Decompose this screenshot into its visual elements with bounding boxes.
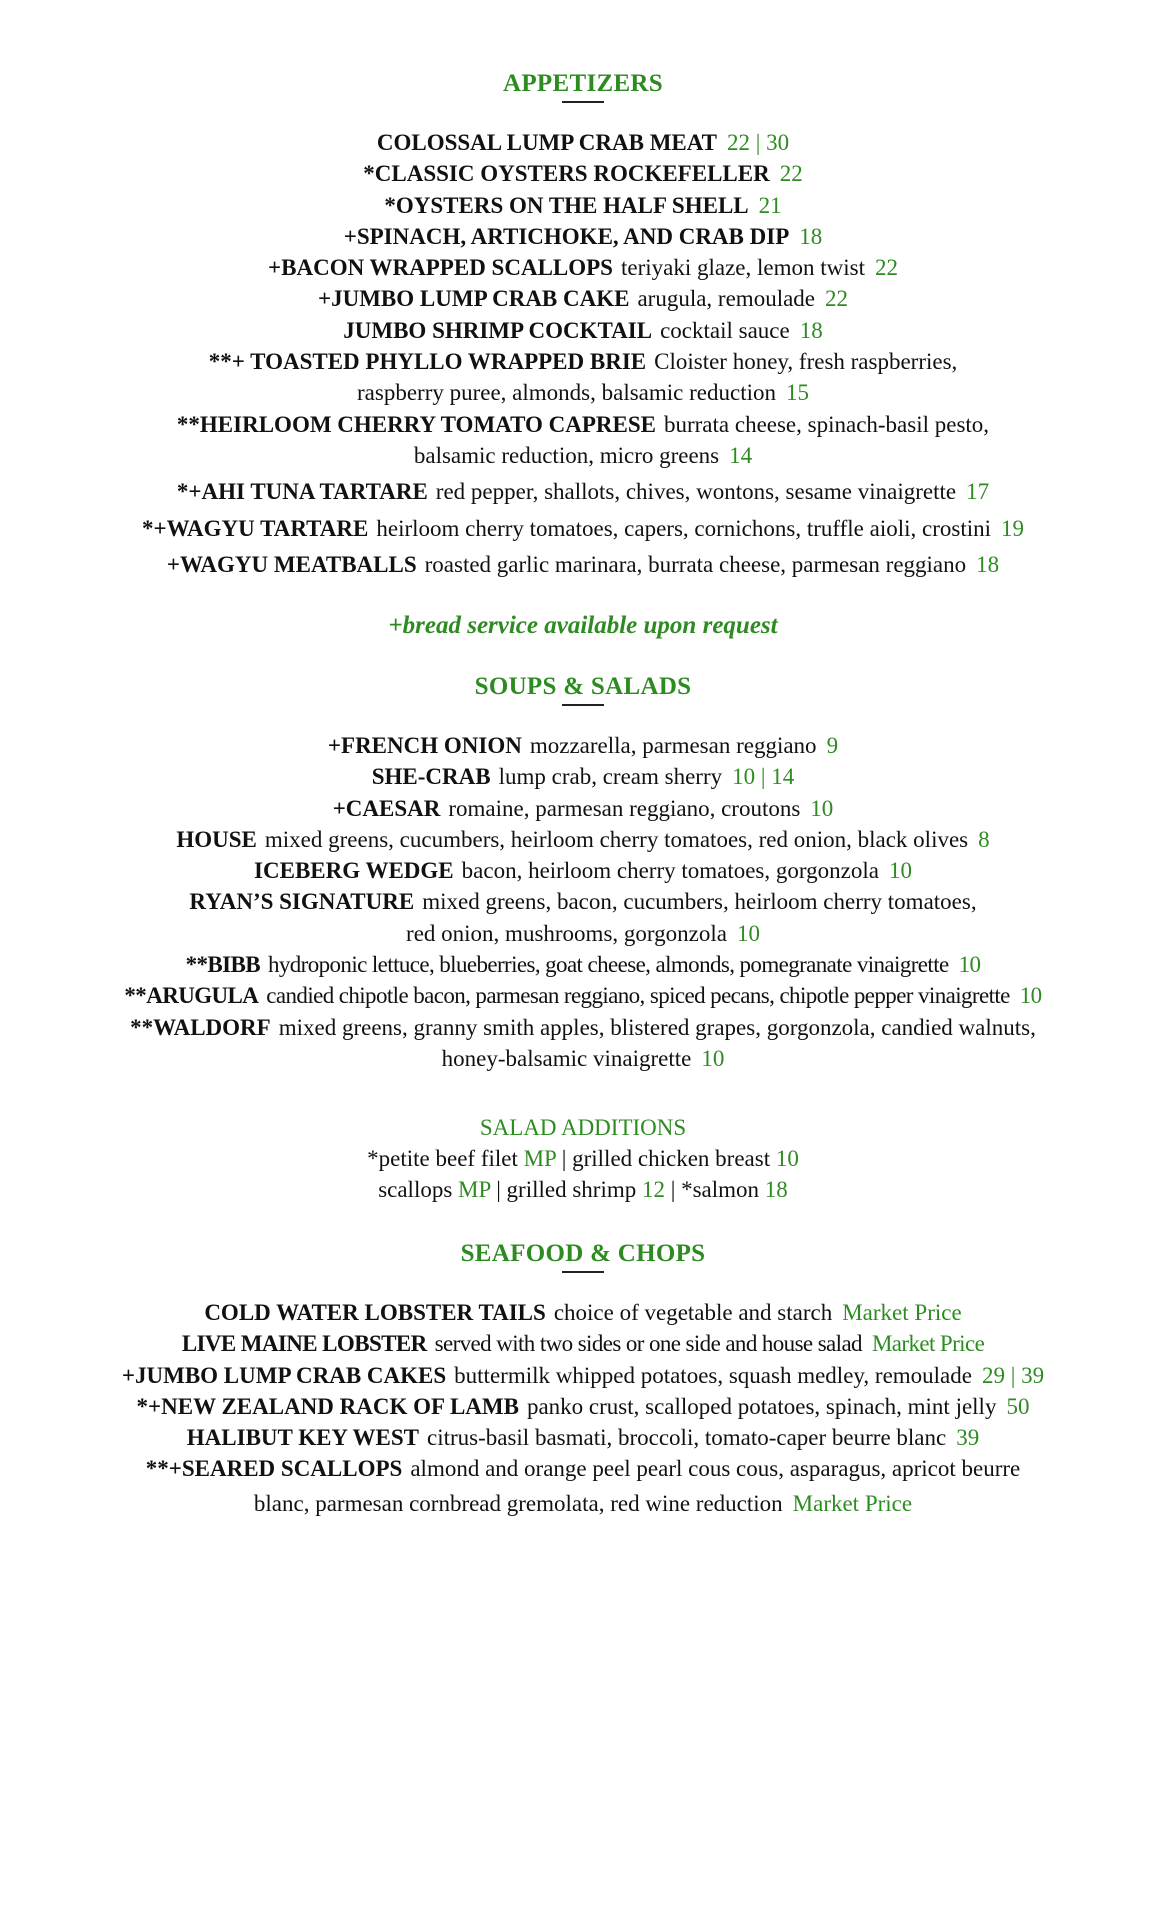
item-price: 21 bbox=[758, 192, 782, 218]
appetizers-heading: APPETIZERS bbox=[503, 70, 663, 97]
item-price: 10 bbox=[1019, 983, 1042, 1009]
menu-item-continued bbox=[0, 918, 1166, 949]
menu-item bbox=[0, 346, 1166, 377]
item-name: +SPINACH, ARTICHOKE, AND CRAB DIP bbox=[343, 223, 790, 249]
menu-item bbox=[0, 409, 1166, 440]
menu-item bbox=[0, 855, 1166, 886]
item-name: **WALDORF bbox=[130, 1014, 271, 1040]
item-description: arugula, remoulade bbox=[637, 286, 815, 312]
item-price: 8 bbox=[978, 826, 990, 852]
menu-item bbox=[0, 1422, 1166, 1453]
item-price: 29 | 39 bbox=[981, 1362, 1045, 1388]
item-description: blanc, parmesan cornbread gremolata, red wine reduction bbox=[253, 1490, 783, 1516]
item-name: **+SEARED SCALLOPS bbox=[145, 1456, 403, 1482]
menu-item bbox=[0, 513, 1166, 544]
item-price: Market Price bbox=[842, 1300, 962, 1325]
item-name: +JUMBO LUMP CRAB CAKES bbox=[121, 1362, 447, 1388]
item-name: **ARUGULA bbox=[124, 983, 259, 1009]
menu-item bbox=[0, 315, 1166, 346]
separator: | bbox=[496, 1177, 501, 1202]
addition-name: *petite beef filet bbox=[367, 1146, 518, 1171]
bread-service-note: +bread service available upon request bbox=[388, 612, 778, 639]
item-name: +CAESAR bbox=[332, 795, 441, 821]
heading-divider bbox=[562, 101, 604, 103]
item-description: raspberry puree, almonds, balsamic reduction bbox=[357, 380, 776, 406]
item-description: honey-balsamic vinaigrette bbox=[441, 1045, 692, 1071]
addition-name: grilled shrimp bbox=[506, 1177, 637, 1202]
heading-divider bbox=[562, 1271, 604, 1273]
addition-name: grilled chicken breast bbox=[572, 1146, 771, 1171]
item-name: COLD WATER LOBSTER TAILS bbox=[204, 1300, 546, 1325]
menu-item bbox=[0, 221, 1166, 252]
item-name: *+AHI TUNA TARTARE bbox=[176, 479, 428, 505]
menu-item bbox=[0, 1360, 1166, 1391]
menu-item bbox=[0, 549, 1166, 580]
addition-price: 10 bbox=[775, 1146, 799, 1171]
menu-item bbox=[0, 476, 1166, 507]
item-price: Market Price bbox=[792, 1490, 913, 1516]
item-price: 10 | 14 bbox=[732, 764, 795, 790]
item-description: mixed greens, cucumbers, heirloom cherry tomatoes, red onion, black olives bbox=[264, 826, 969, 852]
menu-item bbox=[0, 127, 1166, 158]
item-name: +BACON WRAPPED SCALLOPS bbox=[268, 255, 613, 281]
item-name: +FRENCH ONION bbox=[327, 733, 522, 758]
item-name: ICEBERG WEDGE bbox=[254, 858, 454, 884]
menu-item bbox=[0, 1453, 1166, 1484]
item-description: red onion, mushrooms, gorgonzola bbox=[406, 920, 727, 946]
menu-item bbox=[0, 730, 1166, 761]
item-name: +WAGYU MEATBALLS bbox=[166, 551, 417, 577]
item-description: teriyaki glaze, lemon twist bbox=[620, 255, 865, 281]
salad-additions-line bbox=[0, 1143, 1166, 1174]
item-name: COLOSSAL LUMP CRAB MEAT bbox=[376, 130, 718, 155]
separator: | bbox=[561, 1146, 567, 1171]
item-description: Cloister honey, fresh raspberries, bbox=[654, 349, 958, 375]
addition-price: 12 bbox=[641, 1177, 665, 1202]
item-description: heirloom cherry tomatoes, capers, cornichons, truffle aioli, crostini bbox=[376, 515, 991, 541]
item-name: JUMBO SHRIMP COCKTAIL bbox=[343, 317, 653, 343]
menu-item-continued bbox=[0, 1043, 1166, 1074]
item-name: *OYSTERS ON THE HALF SHELL bbox=[384, 192, 749, 218]
menu-item bbox=[0, 1012, 1166, 1043]
menu-item bbox=[0, 793, 1166, 824]
item-price: 50 bbox=[1006, 1393, 1030, 1419]
item-price: 18 bbox=[799, 317, 823, 343]
item-price: 15 bbox=[785, 380, 809, 406]
item-description: mozzarella, parmesan reggiano bbox=[529, 733, 817, 758]
item-description: hydroponic lettuce, blueberries, goat cheese, almonds, pomegranate vinaigrette bbox=[267, 952, 949, 978]
item-price: 22 bbox=[825, 286, 848, 312]
menu-item-continued bbox=[0, 440, 1166, 471]
heading-divider bbox=[562, 704, 604, 706]
item-name: HALIBUT KEY WEST bbox=[186, 1425, 419, 1451]
menu-item-continued bbox=[0, 1488, 1166, 1519]
item-price: 9 bbox=[826, 733, 839, 758]
item-price: 22 bbox=[779, 161, 803, 187]
item-description: burrata cheese, spinach-basil pesto, bbox=[663, 411, 990, 437]
item-description: roasted garlic marinara, burrata cheese, parmesan reggiano bbox=[424, 551, 967, 577]
item-description: choice of vegetable and starch bbox=[553, 1300, 833, 1325]
item-price: 10 bbox=[810, 795, 834, 821]
menu-item bbox=[0, 252, 1166, 283]
item-description: buttermilk whipped potatoes, squash medley, remoulade bbox=[454, 1362, 972, 1388]
addition-price: MP bbox=[458, 1177, 491, 1202]
item-name: +JUMBO LUMP CRAB CAKE bbox=[318, 286, 630, 312]
appetizers-list bbox=[0, 127, 1166, 580]
item-name: *+WAGYU TARTARE bbox=[142, 515, 369, 541]
item-description: romaine, parmesan reggiano, croutons bbox=[448, 795, 801, 821]
item-price: 10 bbox=[888, 858, 912, 884]
addition-price: 18 bbox=[764, 1177, 788, 1202]
item-name: **+ TOASTED PHYLLO WRAPPED BRIE bbox=[208, 349, 647, 375]
menu-item bbox=[0, 1328, 1166, 1359]
item-name: RYAN’S SIGNATURE bbox=[189, 889, 415, 915]
item-description: candied chipotle bacon, parmesan reggiano, spiced pecans, chipotle pepper vinaigrette bbox=[266, 983, 1010, 1009]
item-price: Market Price bbox=[871, 1331, 985, 1357]
item-name: *CLASSIC OYSTERS ROCKEFELLER bbox=[363, 161, 770, 187]
item-name: **BIBB bbox=[185, 952, 260, 978]
soups-salads-section bbox=[0, 673, 1166, 1074]
item-description: balsamic reduction, micro greens bbox=[413, 442, 720, 468]
soups-salads-heading: SOUPS & SALADS bbox=[474, 673, 692, 700]
menu-item bbox=[0, 761, 1166, 792]
item-name: *+NEW ZEALAND RACK OF LAMB bbox=[136, 1393, 519, 1419]
item-price: 39 bbox=[956, 1425, 980, 1451]
item-name: SHE-CRAB bbox=[371, 764, 491, 790]
separator: | bbox=[670, 1177, 676, 1202]
soups-salads-list bbox=[0, 730, 1166, 1074]
menu-item bbox=[0, 980, 1166, 1011]
item-name: **HEIRLOOM CHERRY TOMATO CAPRESE bbox=[176, 411, 656, 437]
item-description: almond and orange peel pearl cous cous, asparagus, apricot beurre bbox=[410, 1456, 1021, 1482]
item-description: red pepper, shallots, chives, wontons, sesame vinaigrette bbox=[435, 479, 957, 505]
item-description: mixed greens, granny smith apples, blistered grapes, gorgonzola, candied walnuts, bbox=[278, 1014, 1036, 1040]
item-price: 18 bbox=[976, 551, 1000, 577]
item-price: 18 bbox=[799, 223, 823, 249]
menu-item bbox=[0, 824, 1166, 855]
item-description: bacon, heirloom cherry tomatoes, gorgonzola bbox=[461, 858, 879, 884]
seafood-chops-list bbox=[0, 1297, 1166, 1519]
item-name: HOUSE bbox=[176, 826, 257, 852]
item-price: 14 bbox=[729, 442, 753, 468]
appetizers-section bbox=[0, 70, 1166, 580]
menu-item bbox=[0, 283, 1166, 314]
item-description: panko crust, scalloped potatoes, spinach, mint jelly bbox=[526, 1393, 997, 1419]
addition-name: scallops bbox=[378, 1177, 453, 1202]
item-description: mixed greens, bacon, cucumbers, heirloom cherry tomatoes, bbox=[422, 889, 977, 915]
item-price: 19 bbox=[1001, 515, 1024, 541]
item-price: 10 bbox=[958, 952, 981, 978]
salad-additions-section bbox=[0, 1112, 1166, 1205]
item-price: 22 | 30 bbox=[727, 130, 790, 155]
addition-name: *salmon bbox=[681, 1177, 760, 1202]
salad-additions-heading: SALAD ADDITIONS bbox=[479, 1115, 687, 1140]
seafood-chops-heading: SEAFOOD & CHOPS bbox=[460, 1240, 706, 1267]
salad-additions-line bbox=[0, 1174, 1166, 1205]
menu-item bbox=[0, 190, 1166, 221]
item-price: 17 bbox=[966, 479, 990, 505]
item-name: LIVE MAINE LOBSTER bbox=[181, 1331, 427, 1357]
seafood-chops-section bbox=[0, 1240, 1166, 1519]
item-price: 10 bbox=[701, 1045, 725, 1071]
menu-item bbox=[0, 886, 1166, 917]
item-description: served with two sides or one side and house salad bbox=[434, 1331, 862, 1357]
item-price: 10 bbox=[736, 920, 760, 946]
menu-item-continued bbox=[0, 377, 1166, 408]
menu-item bbox=[0, 158, 1166, 189]
menu-item bbox=[0, 1391, 1166, 1422]
item-price: 22 bbox=[874, 255, 898, 281]
item-description: cocktail sauce bbox=[660, 317, 790, 343]
menu-item bbox=[0, 1297, 1166, 1328]
item-description: citrus-basil basmati, broccoli, tomato-caper beurre blanc bbox=[427, 1425, 947, 1451]
item-description: lump crab, cream sherry bbox=[498, 764, 723, 790]
menu-item bbox=[0, 949, 1166, 980]
addition-price: MP bbox=[523, 1146, 556, 1171]
